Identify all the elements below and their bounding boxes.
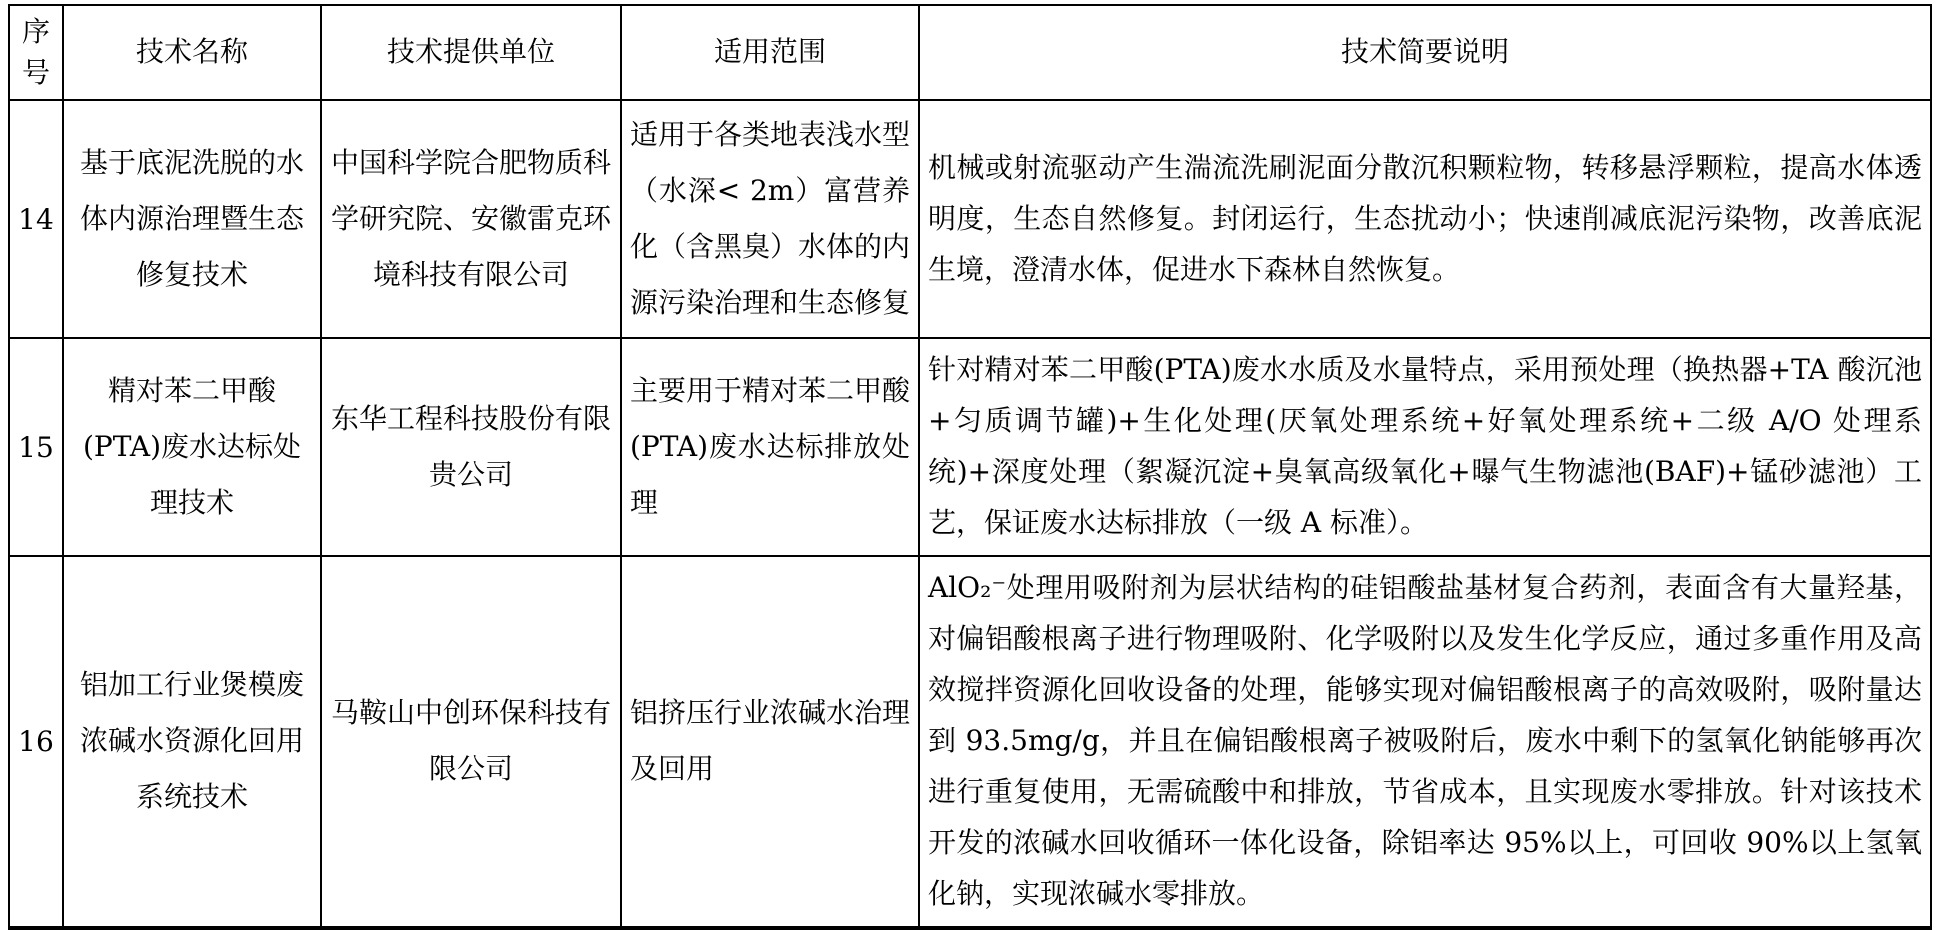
row-number-cell: 15 bbox=[9, 338, 63, 556]
document-page bbox=[8, 4, 1932, 930]
scope-cell: 铝挤压行业浓碱水治理及回用 bbox=[621, 556, 919, 928]
technology-table bbox=[8, 4, 1932, 930]
header-scope: 适用范围 bbox=[621, 5, 919, 100]
provider-cell: 马鞍山中创环保科技有限公司 bbox=[321, 556, 621, 928]
scope-cell: 主要用于精对苯二甲酸(PTA)废水达标排放处理 bbox=[621, 338, 919, 556]
table-row bbox=[9, 338, 1931, 556]
provider-cell: 东华工程科技股份有限贵公司 bbox=[321, 338, 621, 556]
table-row bbox=[9, 556, 1931, 928]
tech-name-cell: 精对苯二甲酸(PTA)废水达标处理技术 bbox=[63, 338, 321, 556]
header-provider: 技术提供单位 bbox=[321, 5, 621, 100]
header-description: 技术简要说明 bbox=[919, 5, 1931, 100]
header-serial-number: 序号 bbox=[9, 5, 63, 100]
table-header-row bbox=[9, 5, 1931, 100]
description-cell: AlO₂⁻处理用吸附剂为层状结构的硅铝酸盐基材复合药剂，表面含有大量羟基，对偏铝酸根离子进行物理吸附、化学吸附以及发生化学反应，通过多重作用及高效搅拌资源化回收设备的处理，能够实现对偏铝酸根离子的高效吸附，吸附量达到 93.5mg/g，并且在偏铝酸根离子被吸附后，废水中剩下的氢氧化钠能够再次进行重复使用，无需硫酸中和排放，节省成本，且实现废水零排放。针对该技术开发的浓碱水回收循环一体化设备，除铝率达 95%以上，可回收 90%以上氢氧化钠，实现浓碱水零排放。 bbox=[919, 556, 1931, 928]
provider-cell: 中国科学院合肥物质科学研究院、安徽雷克环境科技有限公司 bbox=[321, 100, 621, 338]
description-cell: 机械或射流驱动产生湍流洗刷泥面分散沉积颗粒物，转移悬浮颗粒，提高水体透明度，生态自然修复。封闭运行，生态扰动小；快速削减底泥污染物，改善底泥生境，澄清水体，促进水下森林自然恢复。 bbox=[919, 100, 1931, 338]
table-row bbox=[9, 100, 1931, 338]
tech-name-cell: 基于底泥洗脱的水体内源治理暨生态修复技术 bbox=[63, 100, 321, 338]
row-number-cell: 14 bbox=[9, 100, 63, 338]
row-number-cell: 16 bbox=[9, 556, 63, 928]
description-cell: 针对精对苯二甲酸(PTA)废水水质及水量特点，采用预处理（换热器+TA 酸沉池+匀质调节罐)+生化处理(厌氧处理系统+好氧处理系统+二级 A/O 处理系统)+深度处理（絮凝沉淀+臭氧高级氧化+曝气生物滤池(BAF)+锰砂滤池）工艺，保证废水达标排放（一级 A 标准）。 bbox=[919, 338, 1931, 556]
tech-name-cell: 铝加工行业煲模废浓碱水资源化回用系统技术 bbox=[63, 556, 321, 928]
header-technology-name: 技术名称 bbox=[63, 5, 321, 100]
scope-cell: 适用于各类地表浅水型（水深< 2m）富营养化（含黑臭）水体的内源污染治理和生态修复 bbox=[621, 100, 919, 338]
